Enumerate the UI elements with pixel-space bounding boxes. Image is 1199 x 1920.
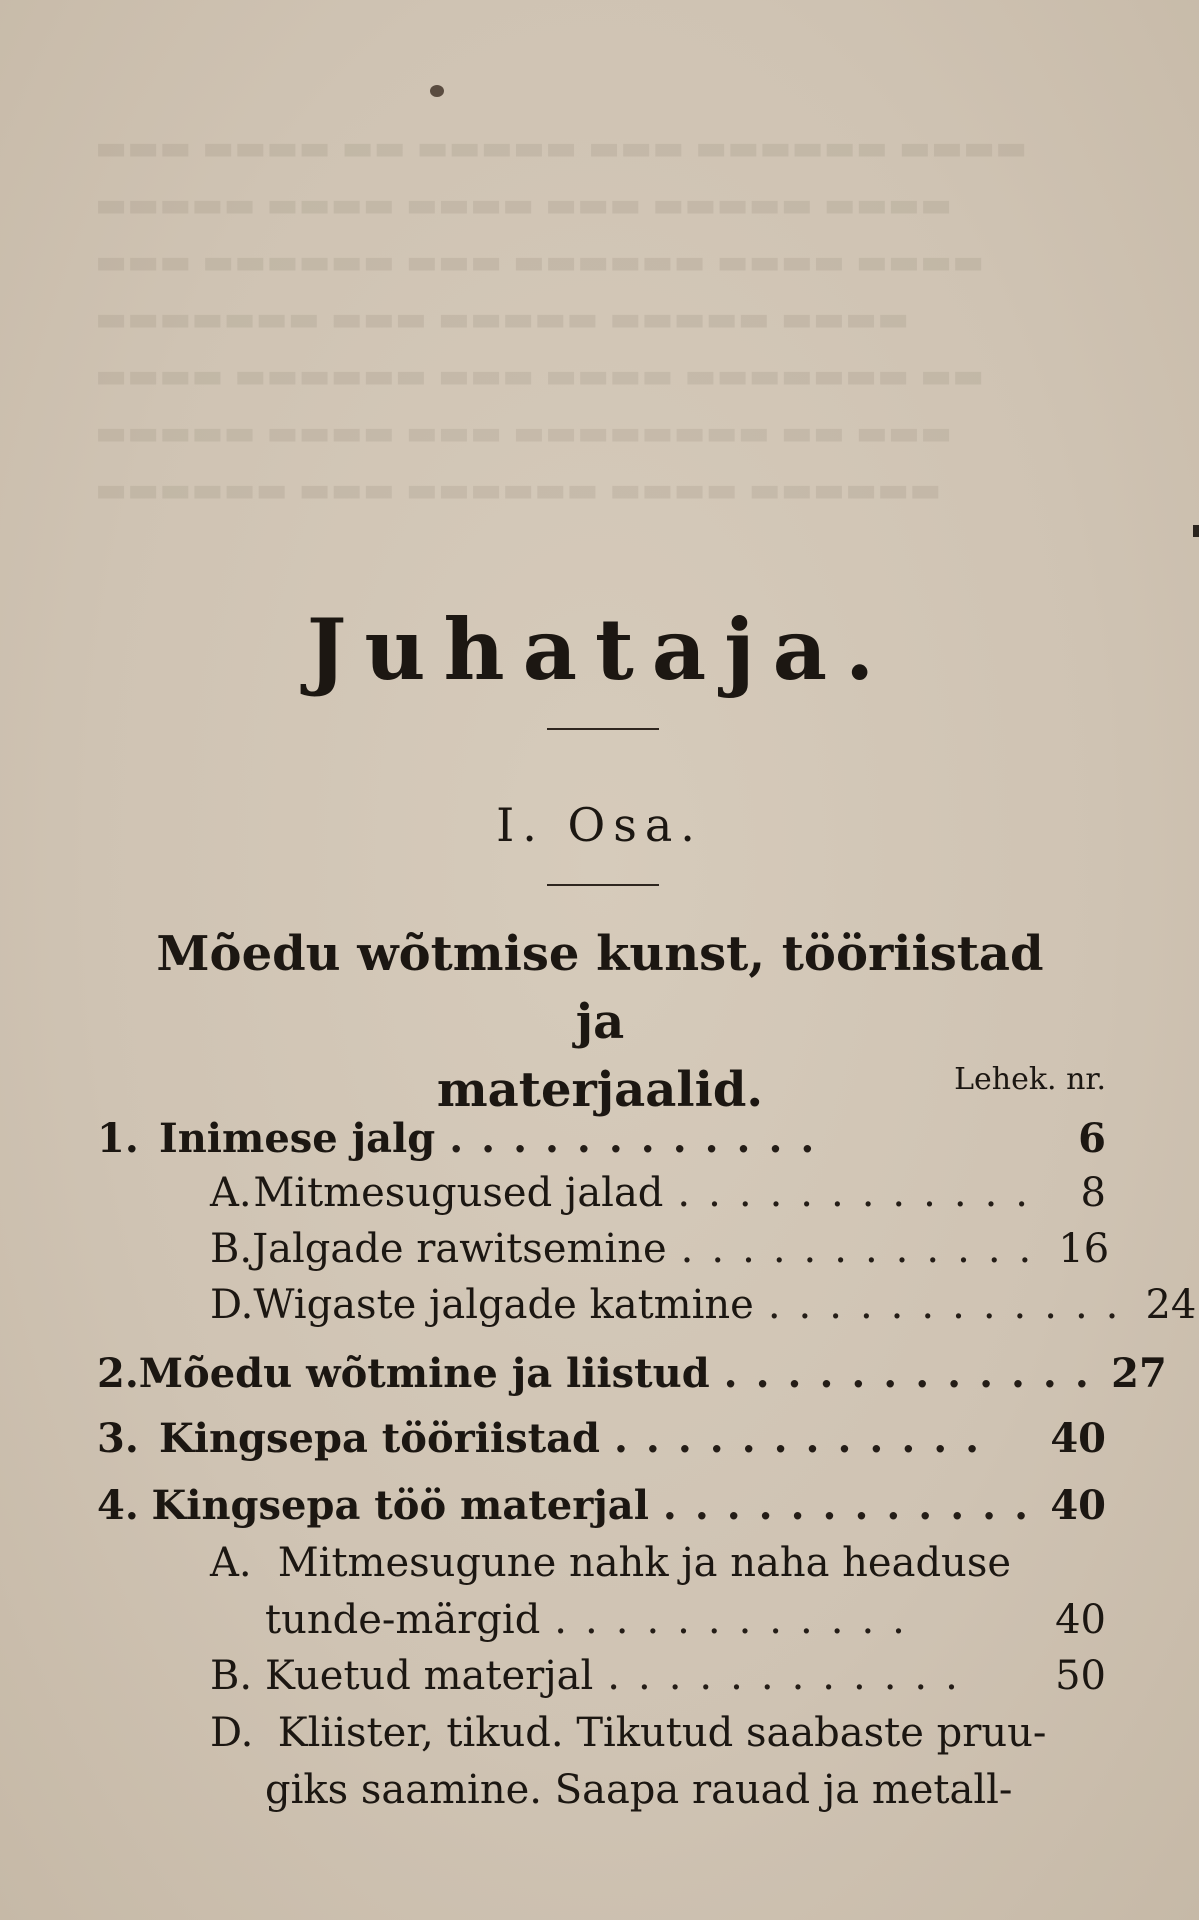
toc-entry-continuation	[265, 1597, 1106, 1643]
toc-entry-number: D.	[210, 1282, 254, 1328]
toc-entry-number: 3.	[97, 1415, 139, 1462]
section-heading-line-2: materjaalid.	[436, 1062, 764, 1118]
toc-entry	[97, 1115, 1106, 1162]
toc-entry-label: Inimese jalg	[159, 1115, 436, 1162]
toc-entry-label: Kuetud materjal	[265, 1653, 594, 1699]
page-column-label: Lehek. nr.	[954, 1062, 1106, 1097]
toc-entry-number: 2.	[97, 1350, 139, 1397]
toc-entry-label: Mõedu wõtmine ja liistud	[138, 1350, 710, 1397]
toc-entry-number: B.	[210, 1226, 253, 1272]
toc-entry-page: 50	[1055, 1653, 1106, 1699]
toc-entry-page: 40	[1055, 1597, 1106, 1643]
toc-entry-label-continued: giks saamine. Saapa rauad ja metall-	[265, 1767, 1013, 1813]
part-divider	[547, 876, 659, 886]
toc-entry-page: 8	[1080, 1170, 1106, 1216]
toc-entry-label: Kliister, tikud. Tikutud saabaste pruu-	[277, 1710, 1047, 1756]
toc-entry-page: 24	[1145, 1282, 1197, 1328]
toc-entry-number: 1.	[97, 1115, 139, 1162]
toc-leader-dots: ............	[662, 1482, 1046, 1529]
edge-mark	[1193, 525, 1199, 537]
toc-entry-label: Mitmesugune nahk ja naha headuse	[277, 1540, 1012, 1586]
toc-entry-label: Wigaste jalgade katmine	[253, 1282, 754, 1328]
toc-entry	[210, 1540, 1011, 1586]
toc-entry-label: Mitmesugused jalad	[253, 1170, 664, 1216]
page-title: Juhataja.	[306, 600, 893, 699]
toc-entry	[210, 1226, 1110, 1272]
toc-entry-page: 40	[1050, 1415, 1106, 1462]
toc-entry-page: 40	[1050, 1482, 1106, 1529]
toc-entry-label: Kingsepa töö materjal	[151, 1482, 649, 1529]
toc-leader-dots: ............	[680, 1226, 1050, 1272]
toc-entry	[97, 1482, 1106, 1529]
toc-entry-page: 27	[1111, 1350, 1167, 1397]
toc-entry-label: Kingsepa tööriistad	[159, 1415, 600, 1462]
section-heading	[150, 920, 1050, 1124]
part-heading: I. Osa.	[496, 798, 703, 852]
toc-entry-continuation	[265, 1767, 1012, 1813]
toc-entry-number: A.	[210, 1170, 252, 1216]
toc-entry-page: 16	[1058, 1226, 1110, 1272]
bleed-through-text: ▬▬▬ ▬▬▬▬ ▬▬ ▬▬▬▬▬ ▬▬▬ ▬▬▬▬▬▬ ▬▬▬▬ ▬▬▬▬▬ ▬▬▬▬ ▬▬▬▬ ▬▬▬ ▬▬▬▬▬ ▬▬▬▬ ▬▬▬ ▬▬▬▬▬▬ ▬▬▬ ▬▬▬▬▬▬ ▬▬▬▬ ▬▬▬▬ ▬▬▬▬▬▬▬ ▬▬▬ ▬▬▬▬▬ ▬▬▬▬▬ ▬▬▬▬ ▬▬▬▬ ▬▬▬▬▬▬ ▬▬▬ ▬▬▬▬ ▬▬▬▬▬▬▬ ▬▬ ▬▬▬▬▬ ▬▬▬▬ ▬▬▬ ▬▬▬▬▬▬▬▬ ▬▬ ▬▬▬ ▬▬▬▬▬▬ ▬▬▬ ▬▬▬▬▬▬ ▬▬▬▬ ▬▬▬▬▬▬	[95, 128, 1028, 510]
toc-entry	[97, 1350, 1167, 1397]
toc-leader-dots: ............	[449, 1115, 833, 1162]
toc-entry-number: B.	[210, 1653, 253, 1699]
toc-entry	[97, 1415, 1106, 1462]
toc-entry-label-continued: tunde-märgid	[265, 1597, 541, 1643]
toc-entry	[210, 1282, 1197, 1328]
title-divider	[547, 720, 659, 730]
toc-entry-number: A.	[210, 1540, 252, 1586]
toc-entry-number: D.	[210, 1710, 254, 1756]
toc-entry-number: 4.	[97, 1482, 139, 1529]
toc-leader-dots: ............	[723, 1350, 1107, 1397]
toc-leader-dots: ............	[677, 1170, 1046, 1216]
section-heading-line-1: Mõedu wõtmise kunst, tööriistad ja	[156, 926, 1044, 1050]
toc-entry	[210, 1170, 1106, 1216]
toc-entry-page: 6	[1078, 1115, 1106, 1162]
toc-entry	[210, 1653, 1106, 1699]
ink-speck	[430, 85, 444, 97]
toc-leader-dots: ............	[613, 1415, 998, 1462]
toc-entry	[210, 1710, 1046, 1756]
toc-leader-dots: ............	[767, 1282, 1137, 1328]
toc-leader-dots: ............	[554, 1597, 923, 1643]
toc-entry-label: Jalgade rawitsemine	[252, 1226, 667, 1272]
toc-leader-dots: ............	[607, 1653, 976, 1699]
